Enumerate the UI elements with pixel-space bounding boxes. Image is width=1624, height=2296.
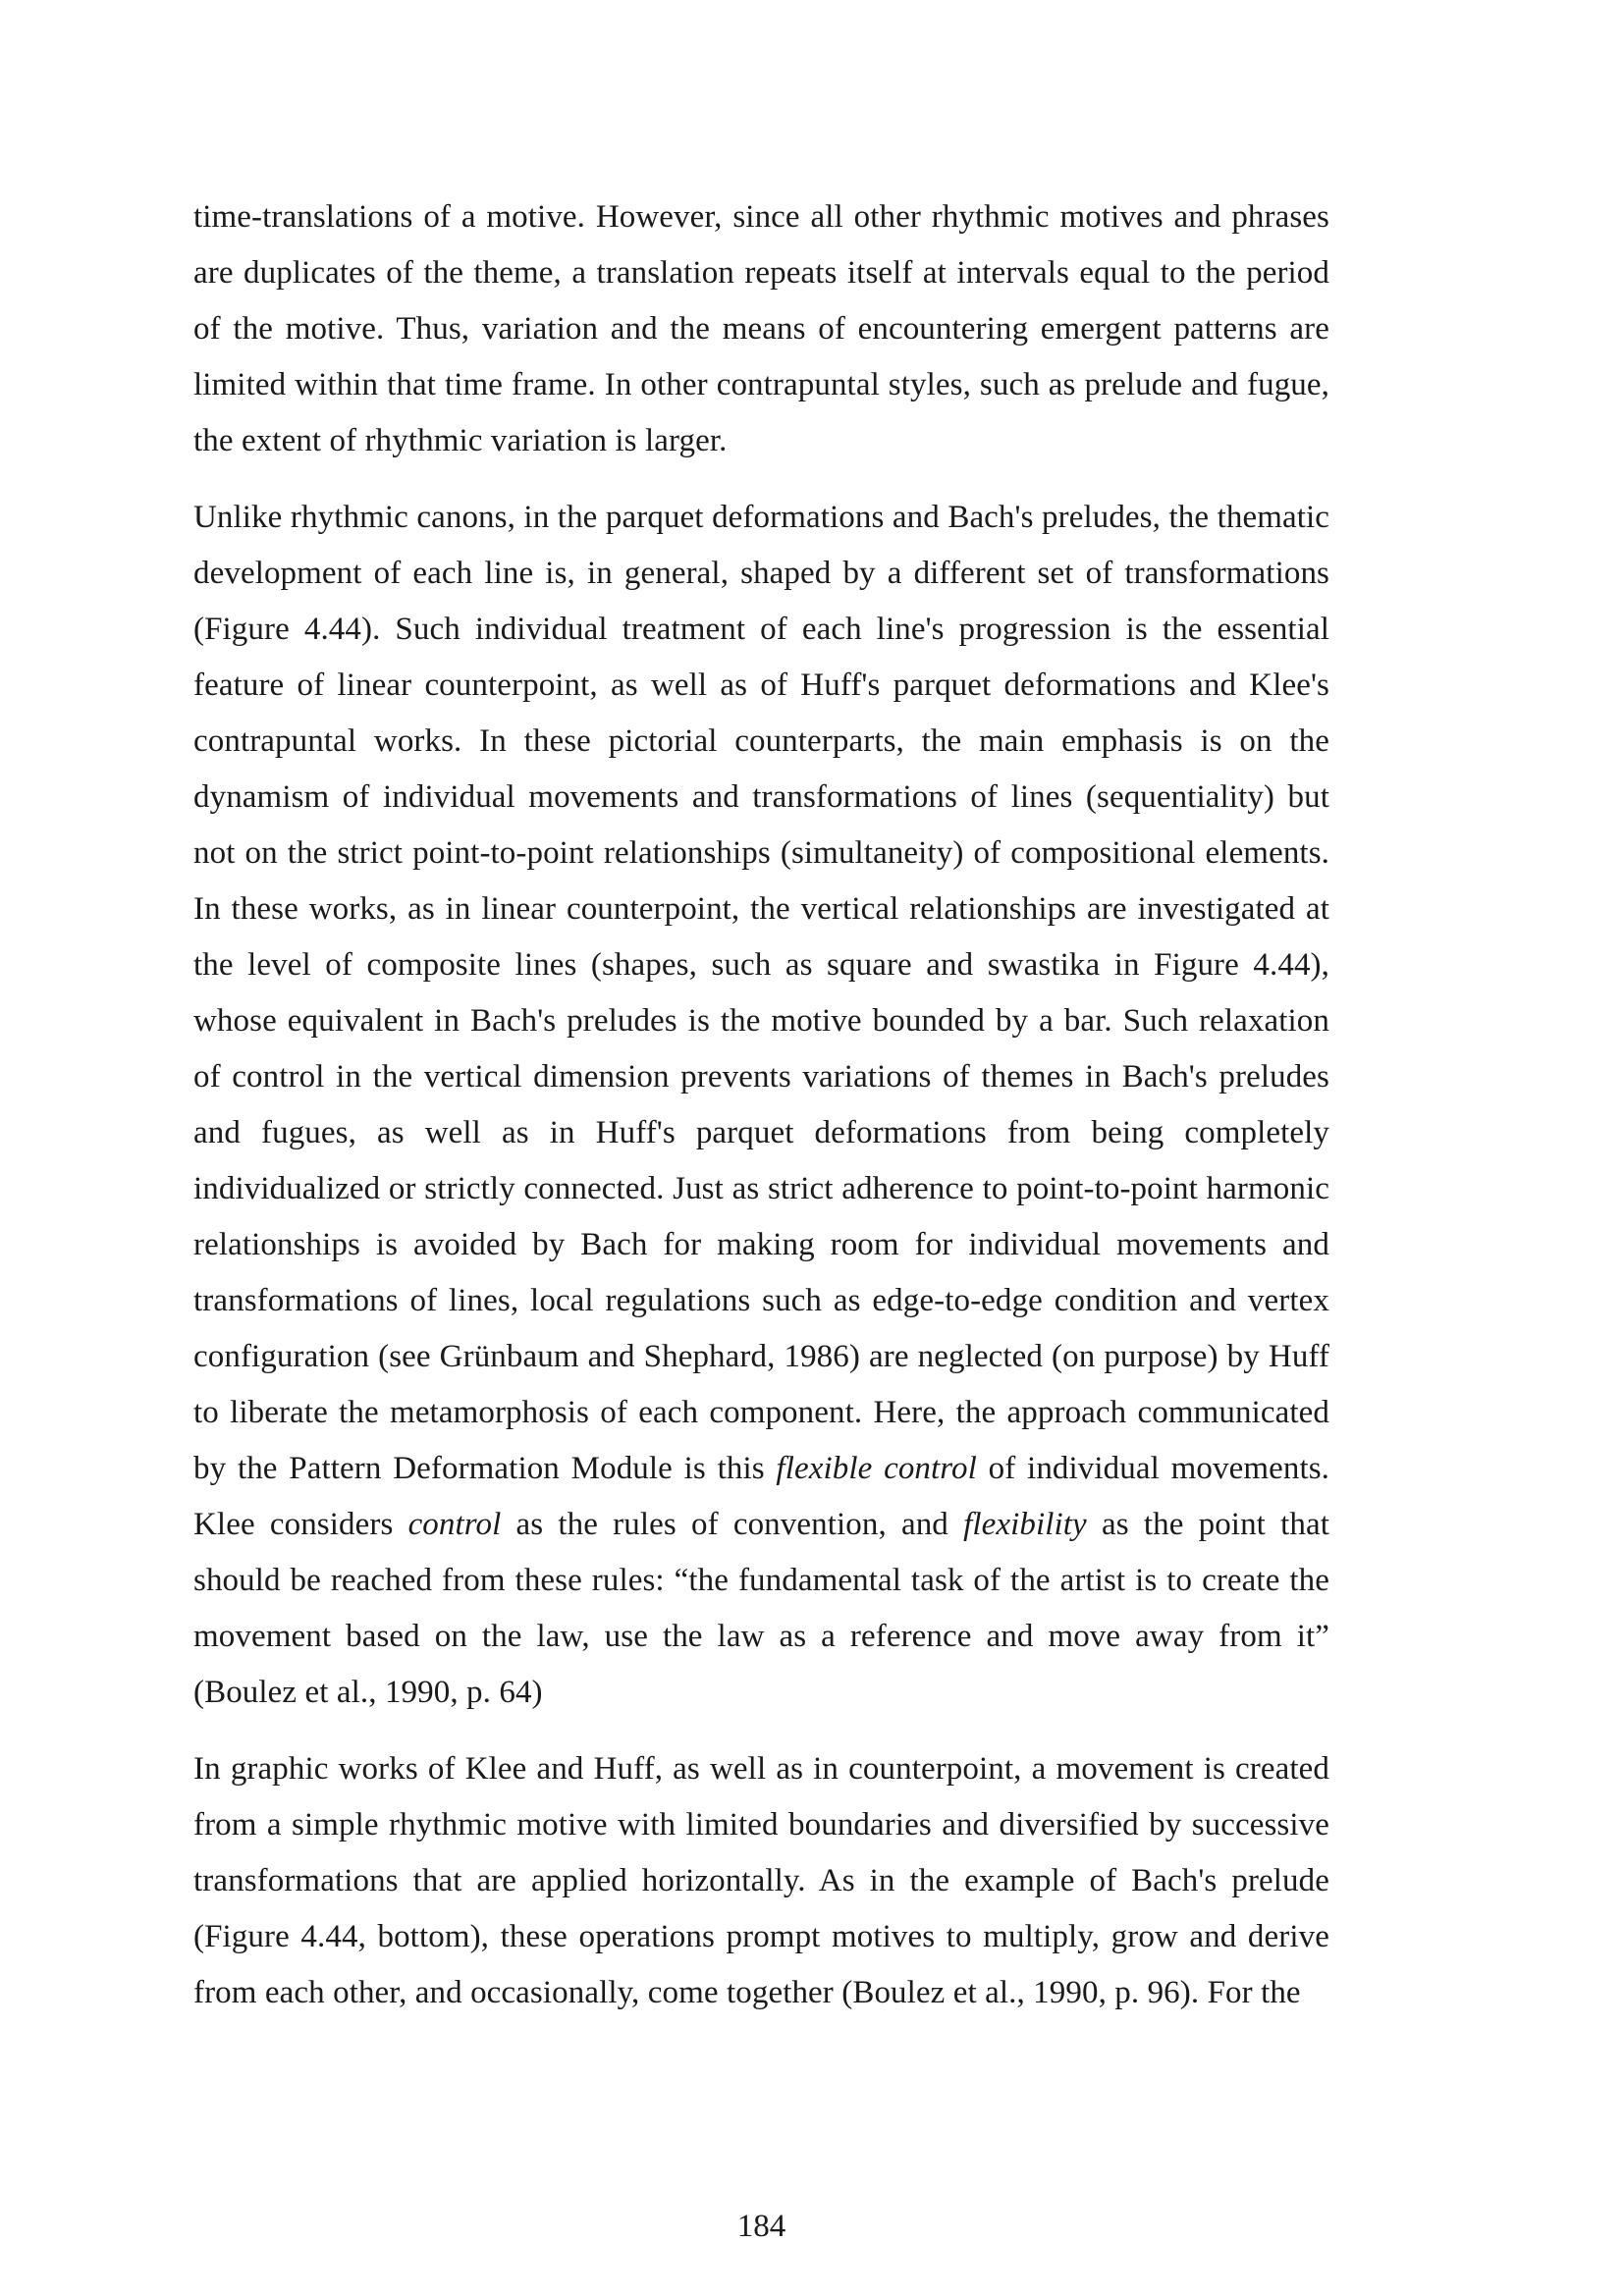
paragraph bbox=[193, 1741, 1329, 2021]
page-number: 184 bbox=[736, 2209, 786, 2244]
italic-text-run: flexibility bbox=[963, 1507, 1087, 1542]
page-body bbox=[193, 189, 1329, 2042]
italic-text-run: control bbox=[407, 1507, 502, 1542]
text-run: In graphic works of Klee and Huff, as well as in counterpoint, a movement is created from a simple rhythmic motive with limited boundaries and diversified by successive transformations that are applied horizontally. As in the example of Bach's prelude (Figure 4.44, bottom), these operations prompt motives to multiply, grow and derive from each other, and occasionally, come together (Boulez et al., 1990, p. 96). For the bbox=[193, 1751, 1329, 2010]
text-run: of individual movements. Klee considers bbox=[193, 1451, 1330, 1542]
paragraph bbox=[193, 189, 1329, 469]
text-run: Unlike rhythmic canons, in the parquet deformations and Bach's preludes, the thematic development of each line is, in general, shaped by a different set of transformations (Figure 4.44). Such individual treatment of each line's progression is the essential feature of linear counterpoint, as well as of Huff's parquet deformations and Klee's contrapuntal works. In these pictorial counterparts, the main emphasis is on the dynamism of individual movements and transformations of lines (sequentiality) but not on the strict point-to-point relationships (simultaneity) of compositional elements. In these works, as in linear counterpoint, the vertical relationships are investigated at the level of composite lines (shapes, such as square and swastika in Figure 4.44), whose equivalent in Bach's preludes is the motive bounded by a bar. Such relaxation of control in the vertical dimension prevents variations of themes in Bach's preludes and fugues, as well as in Huff's parquet deformations from being completely individualized or strictly connected. Just as strict adherence to point-to-point harmonic relationships is avoided by Bach for making room for individual movements and transformations of lines, local regulations such as edge-to-edge condition and vertex configuration (see Grünbaum and Shephard, 1986) are neglected (on purpose) by Huff to liberate the metamorphosis of each component. Here, the approach communicated by the Pattern Deformation Module is this bbox=[193, 500, 1329, 1486]
text-run: as the point that should be reached from these rules: “the fundamental task of the artist is to create the movement based on the law, use the law as a reference and move away from it” (Boulez et al., 1990, p. 64) bbox=[193, 1507, 1329, 1710]
text-run: as the rules of convention, and bbox=[501, 1507, 964, 1542]
italic-text-run: flexible control bbox=[776, 1451, 977, 1486]
text-run: time-translations of a motive. However, since all other rhythmic motives and phrases are duplicates of the theme, a translation repeats itself at intervals equal to the period of the motive. Thus, variation and the means of encountering emergent patterns are limited within that time frame. In other contrapuntal styles, such as prelude and fugue, the extent of rhythmic variation is larger. bbox=[193, 199, 1329, 458]
paragraph bbox=[193, 490, 1329, 1721]
